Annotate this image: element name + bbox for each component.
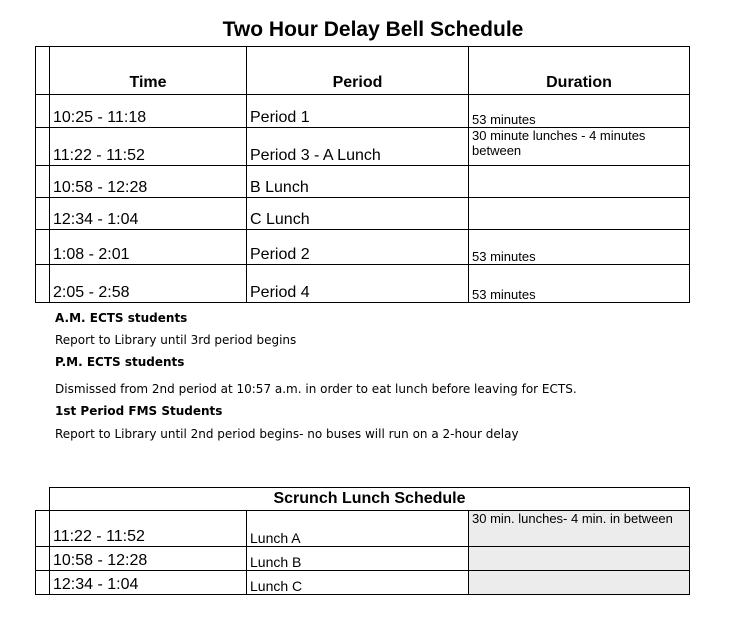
time-cell: 12:34 - 1:04 bbox=[50, 198, 247, 230]
period-cell: Period 1 bbox=[247, 95, 469, 128]
duration-header: Duration bbox=[469, 47, 690, 95]
row-stub bbox=[36, 511, 50, 547]
bell-schedule-table bbox=[35, 46, 690, 303]
table-row bbox=[36, 230, 690, 265]
row-stub bbox=[36, 488, 50, 511]
row-stub bbox=[36, 571, 50, 595]
period-cell: Period 2 bbox=[247, 230, 469, 265]
lunch-cell: Lunch A bbox=[247, 511, 469, 547]
row-stub bbox=[36, 230, 50, 265]
row-stub bbox=[36, 547, 50, 571]
duration-cell: 30 minute lunches - 4 minutes between bbox=[469, 128, 690, 166]
row-stub bbox=[36, 198, 50, 230]
fms-text: Report to Library until 2nd period begins- no buses will run on a 2-hour delay bbox=[55, 427, 519, 441]
time-cell: 1:08 - 2:01 bbox=[50, 230, 247, 265]
period-cell: Period 4 bbox=[247, 265, 469, 303]
am-ects-text: Report to Library until 3rd period begins bbox=[55, 333, 297, 347]
time-cell: 10:58 - 12:28 bbox=[50, 166, 247, 198]
period-header: Period bbox=[247, 47, 469, 95]
table-header-row bbox=[36, 47, 690, 95]
row-stub bbox=[36, 47, 50, 95]
period-cell: B Lunch bbox=[247, 166, 469, 198]
table-row bbox=[36, 571, 690, 595]
row-stub bbox=[36, 128, 50, 166]
duration-cell: 53 minutes bbox=[469, 95, 690, 128]
table-row bbox=[36, 198, 690, 230]
time-cell: 11:22 - 11:52 bbox=[50, 511, 247, 547]
duration-cell: 30 min. lunches- 4 min. in between bbox=[469, 511, 690, 547]
am-ects-heading: A.M. ECTS students bbox=[55, 311, 188, 325]
duration-cell bbox=[469, 198, 690, 230]
pm-ects-text: Dismissed from 2nd period at 10:57 a.m. in order to eat lunch before leaving for ECTS. bbox=[55, 382, 577, 396]
scrunch-title: Scrunch Lunch Schedule bbox=[50, 488, 690, 511]
lunch-cell: Lunch B bbox=[247, 547, 469, 571]
time-cell: 2:05 - 2:58 bbox=[50, 265, 247, 303]
table-row bbox=[36, 265, 690, 303]
lunch-cell: Lunch C bbox=[247, 571, 469, 595]
duration-cell bbox=[469, 571, 690, 595]
row-stub bbox=[36, 166, 50, 198]
scrunch-header-row bbox=[36, 488, 690, 511]
row-stub bbox=[36, 265, 50, 303]
period-cell: Period 3 - A Lunch bbox=[247, 128, 469, 166]
pm-ects-heading: P.M. ECTS students bbox=[55, 355, 185, 369]
row-stub bbox=[36, 95, 50, 128]
period-cell: C Lunch bbox=[247, 198, 469, 230]
time-cell: 12:34 - 1:04 bbox=[50, 571, 247, 595]
table-row bbox=[36, 547, 690, 571]
time-cell: 10:58 - 12:28 bbox=[50, 547, 247, 571]
table-row bbox=[36, 95, 690, 128]
time-cell: 10:25 - 11:18 bbox=[50, 95, 247, 128]
duration-cell: 53 minutes bbox=[469, 265, 690, 303]
page-title: Two Hour Delay Bell Schedule bbox=[222, 18, 524, 41]
table-row bbox=[36, 511, 690, 547]
table-row bbox=[36, 128, 690, 166]
time-cell: 11:22 - 11:52 bbox=[50, 128, 247, 166]
table-row bbox=[36, 166, 690, 198]
scrunch-lunch-table bbox=[35, 487, 690, 595]
time-header: Time bbox=[50, 47, 247, 95]
fms-heading: 1st Period FMS Students bbox=[55, 404, 223, 418]
duration-cell bbox=[469, 166, 690, 198]
duration-cell: 53 minutes bbox=[469, 230, 690, 265]
duration-cell bbox=[469, 547, 690, 571]
